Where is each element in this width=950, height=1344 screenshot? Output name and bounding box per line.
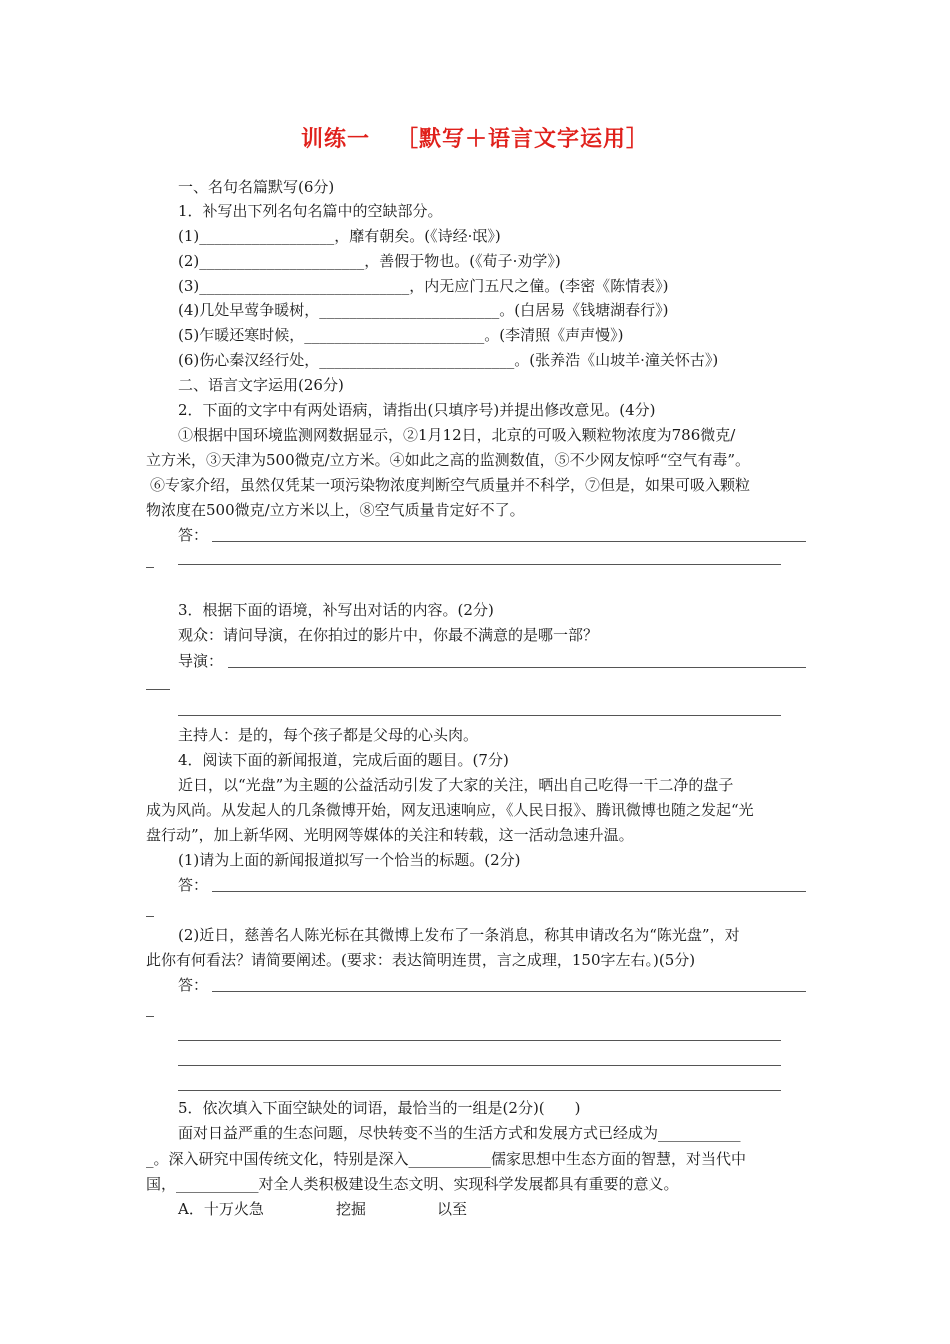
q4-sub2-line-2: 此你有何看法？请简要阐述。(要求：表达简明连贯，言之成理，150字左右。)(5分) (146, 951, 696, 969)
q5-option-a-word-2: 挖掘 (336, 1200, 367, 1218)
q1-item-4: (4)几处早莺争暖树，________________________。(白居易《钱塘湖春行》) (178, 301, 669, 319)
section-2-heading: 二、语言文字运用(26分) (178, 376, 344, 394)
question-3-stem: 3．根据下面的语境，补写出对话的内容。(2分) (178, 601, 494, 619)
q3-director-answer-line-2[interactable] (178, 715, 781, 716)
question-4-stem: 4．阅读下面的新闻报道，完成后面的题目。(7分) (178, 751, 509, 769)
q4-sub2-answer-line-3[interactable] (178, 1065, 781, 1066)
q3-director-line-overflow (146, 689, 170, 690)
q2-answer-line-2[interactable] (178, 564, 781, 565)
question-1-stem: 1．补写出下列名句名篇中的空缺部分。 (178, 202, 443, 220)
q4-sub1-answer-line[interactable] (212, 891, 806, 892)
q5-option-a-word-3: 以至 (437, 1200, 468, 1218)
q1-item-2: (2)______________________，善假于物也。(《荀子·劝学》) (178, 252, 561, 270)
question-2-stem: 2．下面的文字中有两处语病，请指出(只填序号)并提出修改意见。(4分) (178, 401, 656, 419)
q2-answer-line-1-overflow (146, 567, 154, 568)
q1-item-1: (1)__________________，靡有朝矣。(《诗经·氓》) (178, 227, 501, 245)
page-title (0, 122, 950, 153)
q4-sub2-answer-label: 答： (178, 976, 209, 994)
section-1-heading: 一、名句名篇默写(6分) (178, 178, 335, 196)
q3-director-answer-line-1[interactable] (228, 667, 806, 668)
q5-passage-line-3: 国，___________对全人类积极建设生态文明、实现科学发展都具有重要的意义。 (146, 1175, 679, 1193)
q2-passage-line-4: 物浓度在500微克/立方米以上，⑧空气质量肯定好不了。 (146, 501, 525, 519)
q3-host-line: 主持人：是的，每个孩子都是父母的心头肉。 (178, 726, 479, 744)
title-bracket: ［默写＋语言文字运用］ (396, 126, 650, 152)
q2-passage-line-1: ①根据中国环境监测网数据显示，②1月12日，北京的可吸入颗粒物浓度为786微克/ (178, 426, 736, 444)
q4-sub1-line-overflow (146, 916, 154, 917)
q1-item-3: (3)____________________________，内无应门五尺之僮。(李密《陈情表》) (178, 277, 669, 295)
question-5-stem: 5．依次填入下面空缺处的词语，最恰当的一组是(2分)( ) (178, 1099, 581, 1117)
title-main: 训练一 (300, 126, 370, 152)
q3-director-label: 导演： (178, 652, 224, 670)
q2-answer-label: 答： (178, 526, 209, 544)
q2-passage-line-2: 立方米，③天津为500微克/立方米。④如此之高的监测数值，⑤不少网友惊呼“空气有毒”。 (146, 451, 751, 469)
q4-passage-line-1: 近日，以“光盘”为主题的公益活动引发了大家的关注，晒出自己吃得一干二净的盘子 (178, 776, 734, 794)
q4-passage-line-3: 盘行动”，加上新华网、光明网等媒体的关注和转载，这一活动急速升温。 (146, 826, 634, 844)
q4-sub2-answer-line-2[interactable] (178, 1040, 781, 1041)
q1-item-6: (6)伤心秦汉经行处，__________________________。(张养浩《山坡羊·潼关怀古》) (178, 351, 719, 369)
q3-audience-line: 观众：请问导演，在你拍过的影片中，你最不满意的是哪一部？ (178, 626, 599, 644)
q4-sub1-answer-label: 答： (178, 876, 209, 894)
q4-sub2-line-overflow (146, 1016, 154, 1017)
q1-item-5: (5)乍暖还寒时候，________________________。(李清照《声声慢》) (178, 326, 624, 344)
q5-passage-line-2: _。深入研究中国传统文化，特别是深入___________儒家思想中生态方面的智慧，对当代中 (146, 1150, 747, 1168)
q2-passage-line-3: ⑥专家介绍，虽然仅凭某一项污染物浓度判断空气质量并不科学，⑦但是，如果可吸入颗粒 (150, 476, 751, 494)
q4-sub2-answer-line-1[interactable] (212, 991, 806, 992)
q4-sub2-answer-line-4[interactable] (178, 1090, 781, 1091)
q4-sub1-stem: (1)请为上面的新闻报道拟写一个恰当的标题。(2分) (178, 851, 521, 869)
q4-passage-line-2: 成为风尚。从发起人的几条微博开始，网友迅速响应，《人民日报》、腾讯微博也随之发起“光 (146, 801, 754, 819)
q2-answer-line-1[interactable] (212, 541, 806, 542)
q5-passage-line-1: 面对日益严重的生态问题，尽快转变不当的生活方式和发展方式已经成为___________ (178, 1124, 741, 1142)
q4-sub2-line-1: (2)近日，慈善名人陈光标在其微博上发布了一条消息，称其申请改名为“陈光盘”，对 (178, 926, 740, 944)
q5-option-a-label: A．十万火急 (178, 1200, 264, 1218)
